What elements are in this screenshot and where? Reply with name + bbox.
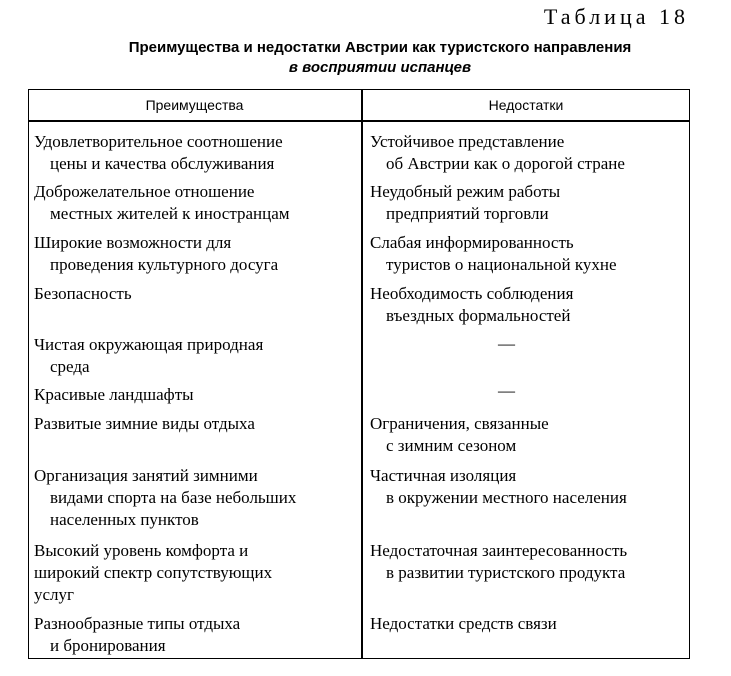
advantage-cell: Красивые ландшафты <box>34 385 194 404</box>
disadvantage-cell: Устойчивое представление об Австрии как о дорогой стране <box>370 132 625 173</box>
advantage-cell: Доброжелательное отношение местных жителей к иностранцам <box>34 182 290 223</box>
advantage-cell: Безопасность <box>34 284 132 303</box>
header-advantages: Преимущества <box>145 97 244 113</box>
advantage-cell: Высокий уровень комфорта и широкий спектр сопутствующих услуг <box>34 541 273 604</box>
disadvantage-cell: Необходимость соблюдения въездных формальностей <box>370 284 574 325</box>
advantage-cell: Широкие возможности для проведения культурного досуга <box>34 233 279 274</box>
disadvantage-cell: Недостатки средств связи <box>370 614 557 633</box>
disadvantage-cell: Частичная изоляция в окружении местного населения <box>370 466 627 507</box>
title-line-1: Преимущества и недостатки Австрии как туристского направления <box>128 39 632 56</box>
empty-dash: — <box>498 381 515 400</box>
advantage-cell: Развитые зимние виды отдыха <box>34 414 255 433</box>
table-title <box>60 38 700 78</box>
advantage-cell: Разнообразные типы отдыха и бронирования <box>34 614 241 655</box>
advantage-cell: Чистая окружающая природная среда <box>34 335 264 376</box>
table-number: Таблица 18 <box>543 4 689 29</box>
header-divider <box>28 120 690 122</box>
header-disadvantages: Недостатки <box>488 97 564 113</box>
disadvantage-cell: Ограничения, связанные с зимним сезоном <box>370 414 549 455</box>
title-line-2: в восприятии испанцев <box>288 59 472 76</box>
disadvantage-cell: Недостаточная заинтересованность в развитии туристского продукта <box>370 541 628 582</box>
advantage-cell: Организация занятий зимними видами спорта на базе небольших населенных пунктов <box>34 466 297 529</box>
disadvantage-cell: Слабая информированность туристов о национальной кухне <box>370 233 617 274</box>
disadvantage-cell: Неудобный режим работы предприятий торговли <box>370 182 561 223</box>
advantage-cell: Удовлетворительное соотношение цены и качества обслуживания <box>34 132 283 173</box>
empty-dash: — <box>498 334 515 353</box>
column-divider <box>361 89 363 659</box>
